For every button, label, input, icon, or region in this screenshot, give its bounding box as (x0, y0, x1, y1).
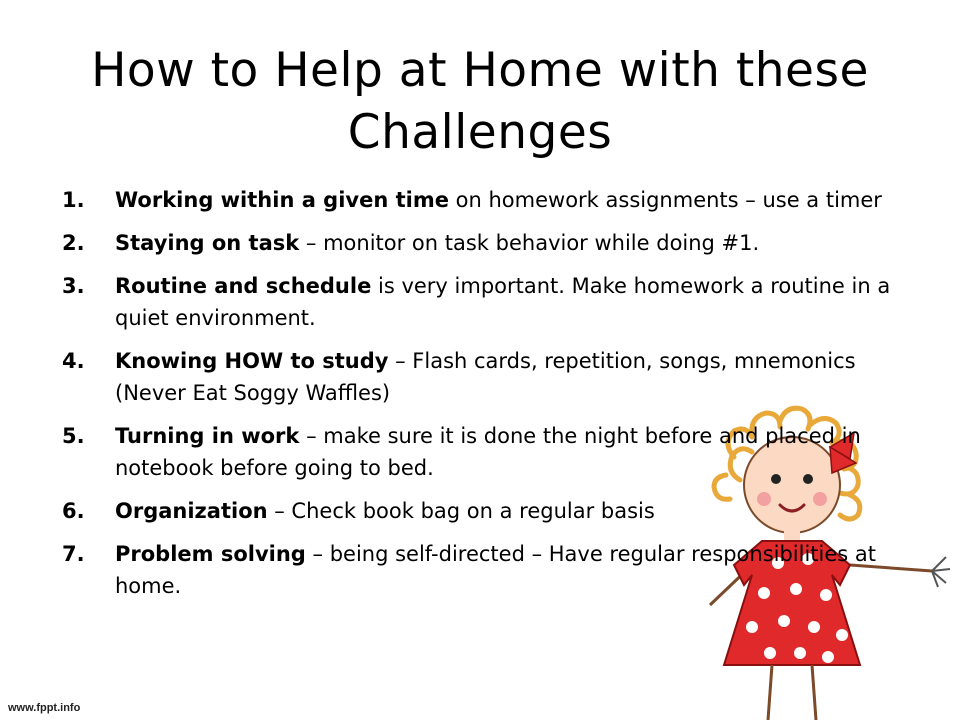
item-number: 6. (62, 499, 85, 523)
list-item (62, 420, 902, 484)
item-text: on homework assignments – use a timer (448, 188, 882, 212)
list-item (62, 270, 902, 334)
item-text: – being self-directed – Have regular responsibilities at home. (115, 542, 877, 598)
item-lead: Problem solving (115, 542, 306, 566)
item-lead: Knowing HOW to study (115, 349, 389, 373)
tips-list (62, 184, 902, 613)
list-item (62, 227, 902, 259)
item-number: 2. (62, 231, 85, 255)
list-item (62, 538, 902, 602)
item-lead: Routine and schedule (115, 274, 372, 298)
list-item (62, 495, 902, 527)
list-item (62, 345, 902, 409)
item-number: 4. (62, 349, 85, 373)
slide-title: How to Help at Home with these Challenges (91, 43, 869, 160)
item-text: – monitor on task behavior while doing #1. (299, 231, 760, 255)
item-lead: Organization (115, 499, 268, 523)
item-number: 3. (62, 274, 85, 298)
item-lead: Turning in work (115, 424, 300, 448)
item-number: 1. (62, 188, 85, 212)
item-number: 7. (62, 542, 85, 566)
item-text: – Flash cards, repetition, songs, mnemonics (Never Eat Soggy Waffles) (115, 349, 856, 405)
footer-url: www.fppt.info (8, 702, 81, 714)
list-item (62, 184, 902, 216)
item-text: is very important. Make homework a routine in a quiet environment. (115, 274, 891, 330)
item-number: 5. (62, 424, 85, 448)
item-text: – make sure it is done the night before and placed in notebook before going to bed. (115, 424, 861, 480)
item-lead: Staying on task (115, 231, 300, 255)
item-text: – Check book bag on a regular basis (267, 499, 655, 523)
item-lead: Working within a given time (115, 188, 449, 212)
